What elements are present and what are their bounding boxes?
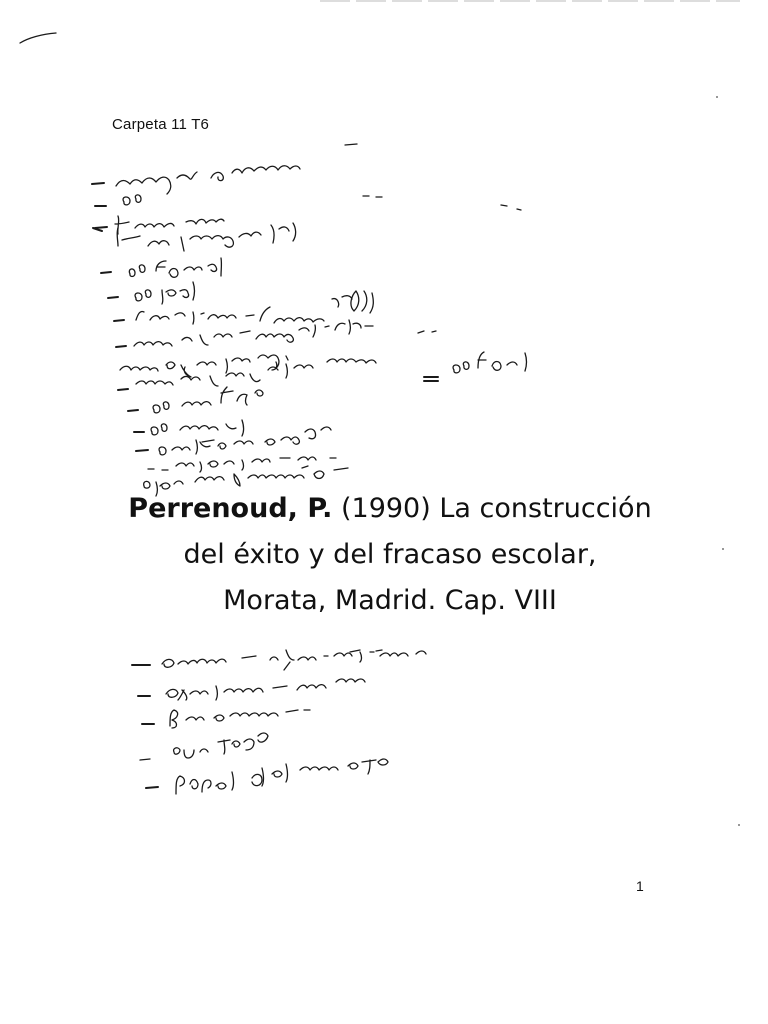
folder-label: Carpeta 11 T6: [112, 116, 210, 133]
citation-author: Perrenoud, P.: [128, 493, 333, 524]
scan-speck: [722, 548, 724, 550]
citation-line-3: Morata, Madrid. Cap. VIII: [223, 585, 557, 616]
scan-speck: [738, 824, 740, 826]
scan-speck: [716, 96, 718, 98]
citation-year-title: (1990) La construcción: [332, 493, 652, 524]
page-number: 1: [636, 878, 644, 894]
citation-line-2: del éxito y del fracaso escolar,: [183, 539, 597, 570]
